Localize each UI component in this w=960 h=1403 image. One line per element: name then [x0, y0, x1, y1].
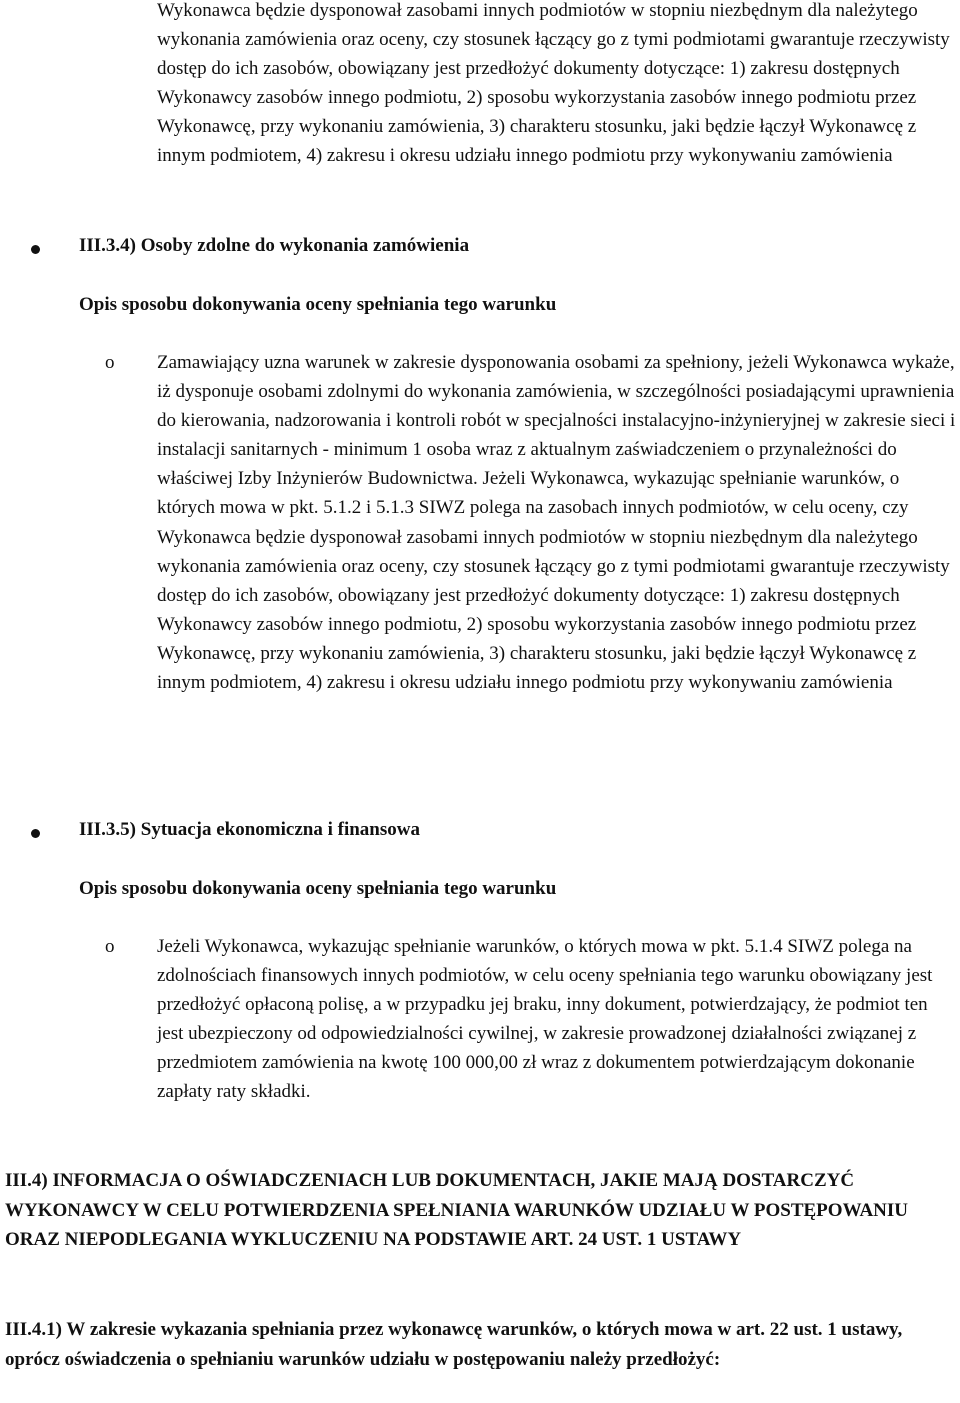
section-3-5-subheading: Opis sposobu dokonywania oceny spełniania tego warunku [79, 878, 557, 899]
section-3-5-heading: III.3.5) Sytuacja ekonomiczna i finansowa [79, 819, 420, 840]
list-marker: o [105, 352, 115, 373]
section-3-4-item: Zamawiający uzna warunek w zakresie dysponowania osobami za spełniony, jeżeli Wykonawca wykaże, iż dysponuje osobami zdolnymi do wykonania zamówienia, w szczególności posiadającymi uprawnienia do kierowania, nadzorowania i kontroli robót w specjalności instalacyjno-inżynieryjnej w zakresie sieci i instalacji sanitarnych - minimum 1 osoba wraz z aktualnym zaświadczeniem o przynależności do właściwej Izby Inżynierów Budownictwa. Jeżeli Wykonawca, wykazując spełnianie warunków, o których mowa w pkt. 5.1.2 i 5.1.3 SIWZ polega na zasobach innych podmiotów, w celu oceny, czy Wykonawca będzie dysponował zasobami innych podmiotów w stopniu niezbędnym dla należytego wykonania zamówienia oraz oceny, czy stosunek łączący go z tymi podmiotami gwarantuje rzeczywisty dostęp do ich zasobów, obowiązany jest przedłożyć dokumenty dotyczące: 1) zakresu dostępnych Wykonawcy zasobów innego podmiotu, 2) sposobu wykorzystania zasobów innego podmiotu przez Wykonawcę, przy wykonaniu zamówienia, 3) charakteru stosunku, jaki będzie łączył Wykonawcę z innym podmiotem, 4) zakresu i okresu udziału innego podmiotu przy wykonywaniu zamówienia [157, 352, 956, 694]
list-marker: o [105, 936, 115, 957]
bullet-icon [31, 829, 40, 838]
section-4-1-heading: III.4.1) W zakresie wykazania spełniania przez wykonawcę warunków, o których mowa w art. 22 ust. 1 ustawy, oprócz oświadczenia o spełnianiu warunków udziału w postępowaniu należy przedłożyć: [5, 1319, 903, 1370]
section-3-5-item: Jeżeli Wykonawca, wykazując spełnianie warunków, o których mowa w pkt. 5.1.4 SIWZ polega na zdolnościach finansowych innych podmiotów, w celu oceny spełniania tego warunku obowiązany jest przedłożyć opłaconą polisę, a w przypadku jej braku, inny dokument, potwierdzający, że podmiot ten jest ubezpieczony od odpowiedzialności cywilnej, w zakresie prowadzonej działalności związanej z przedmiotem zamówienia na kwotę 100 000,00 zł wraz z dokumentem potwierdzającym dokonanie zapłaty raty składki. [157, 936, 933, 1103]
bullet-icon [31, 245, 40, 254]
section-4-heading: III.4) INFORMACJA O OŚWIADCZENIACH LUB DOKUMENTACH, JAKIE MAJĄ DOSTARCZYĆ WYKONAWCY W CELU POTWIERDZENIA SPEŁNIANIA WARUNKÓW UDZIAŁU W POSTĘPOWANIU ORAZ NIEPODLEGANIA WYKLUCZENIU NA PODSTAWIE ART. 24 UST. 1 USTAWY [5, 1170, 909, 1250]
section-3-4-subheading: Opis sposobu dokonywania oceny spełniania tego warunku [79, 294, 557, 315]
section-3-4-heading: III.3.4) Osoby zdolne do wykonania zamówienia [79, 235, 470, 256]
intro-paragraph: Wykonawca będzie dysponował zasobami innych podmiotów w stopniu niezbędnym dla należytego wykonania zamówienia oraz oceny, czy stosunek łączący go z tymi podmiotami gwarantuje rzeczywisty dostęp do ich zasobów, obowiązany jest przedłożyć dokumenty dotyczące: 1) zakresu dostępnych Wykonawcy zasobów innego podmiotu, 2) sposobu wykorzystania zasobów innego podmiotu przez Wykonawcę, przy wykonaniu zamówienia, 3) charakteru stosunku, jaki będzie łączył Wykonawcę z innym podmiotem, 4) zakresu i okresu udziału innego podmiotu przy wykonywaniu zamówienia [157, 0, 950, 167]
